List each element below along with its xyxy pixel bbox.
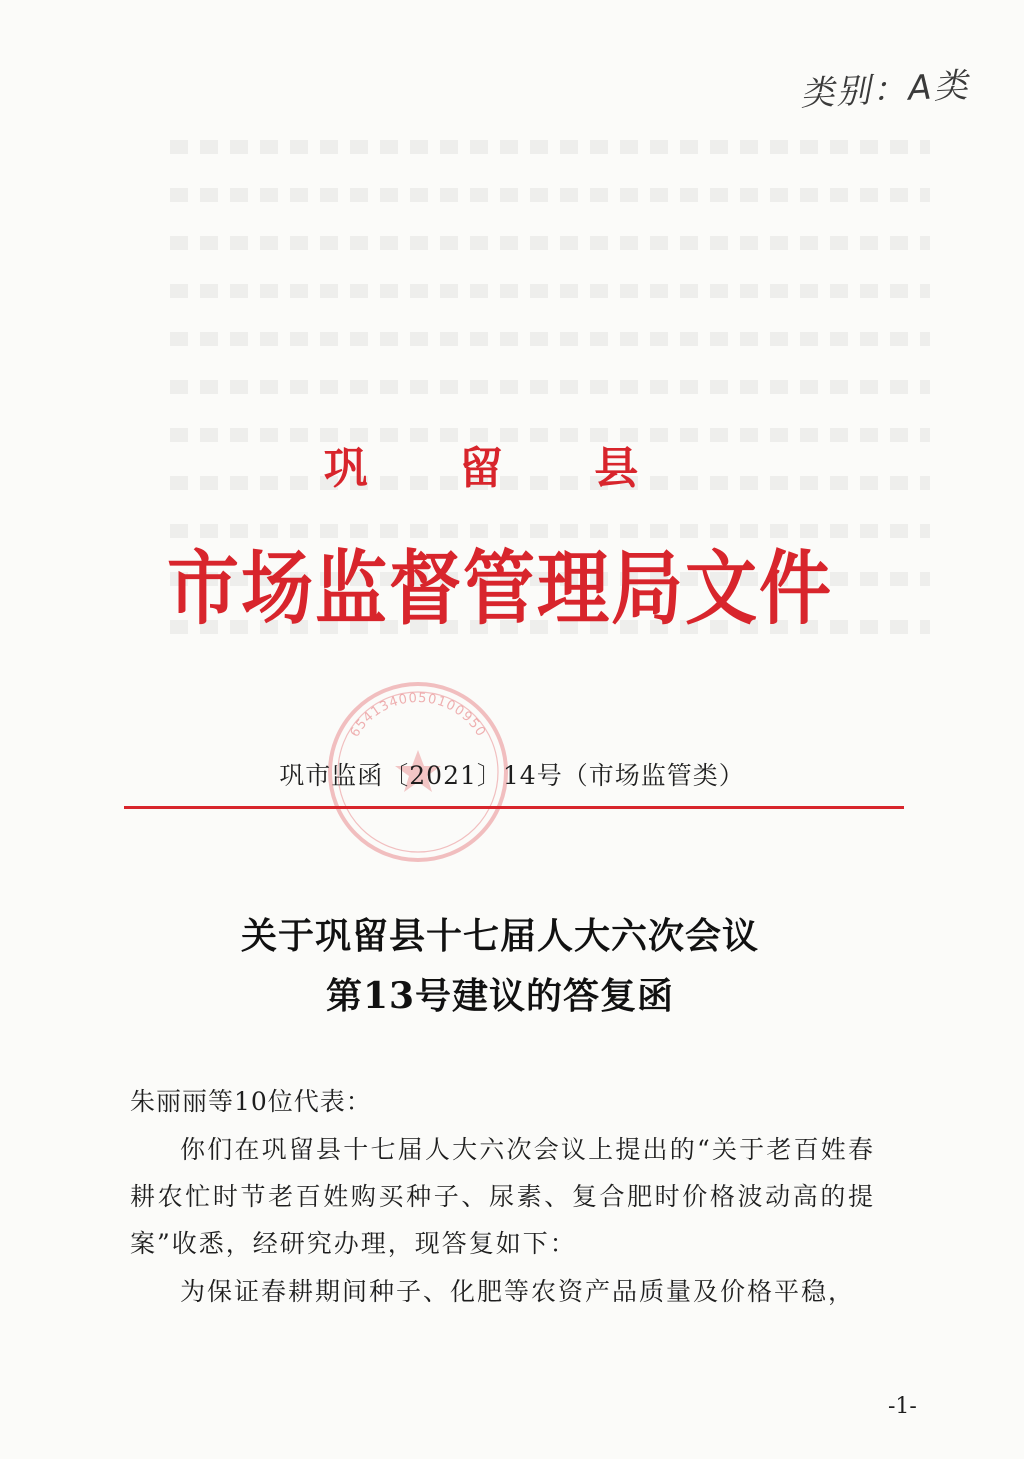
body-paragraph-1: 你们在巩留县十七届人大六次会议上提出的“关于老百姓春耕农忙时节老百姓购买种子、尿素、复合肥时价格波动高的提案”收悉，经研究办理，现答复如下：	[130, 1135, 875, 1258]
red-divider-line	[124, 806, 904, 809]
document-title-line-1: 关于巩留县十七届人大六次会议	[240, 915, 759, 957]
issuer-agency-title: 市场监督管理局文件	[166, 541, 833, 636]
page-number: -1-	[888, 1394, 917, 1419]
document-number: 巩市监函〔2021〕14号（市场监管类）	[279, 761, 745, 790]
svg-text:6541340050100950: 6541340050100950	[347, 690, 489, 741]
issuer-county: 巩 留 县	[323, 443, 677, 494]
document-title-line-2: 第13号建议的答复函	[325, 975, 675, 1017]
body-paragraph-2: 为保证春耕期间种子、化肥等农资产品质量及价格平稳，	[180, 1277, 856, 1306]
salutation: 朱丽丽等10位代表：	[130, 1087, 372, 1116]
handwritten-category-note: 类别：A类	[799, 65, 971, 115]
